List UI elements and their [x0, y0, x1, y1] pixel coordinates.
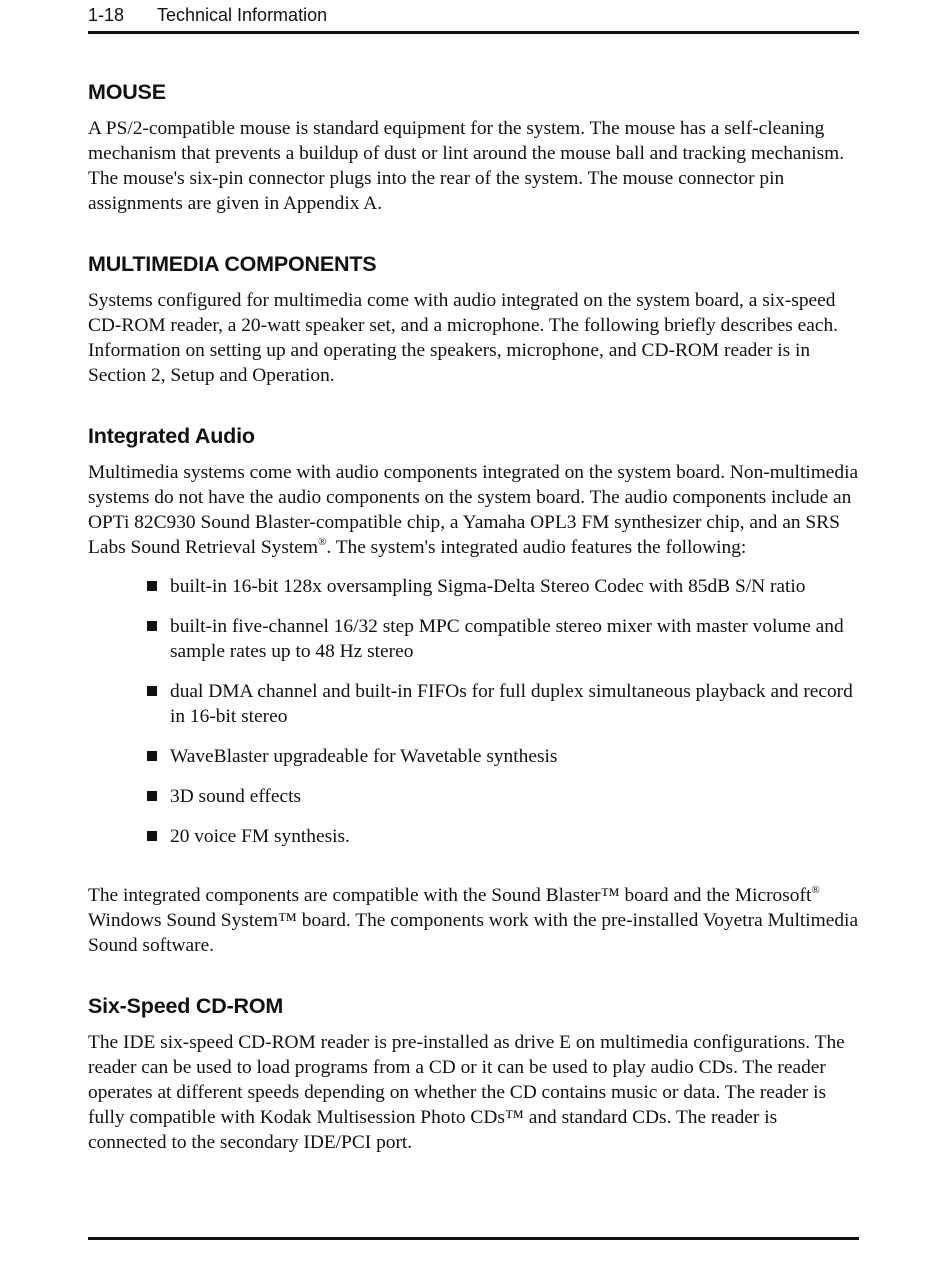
footer-rule — [88, 1237, 859, 1240]
registered-mark: ® — [811, 884, 820, 896]
cdrom-paragraph: The IDE six-speed CD-ROM reader is pre-installed as drive E on multimedia configurations. The reader can be used to load programs from a CD or it can be used to play audio CDs. The reader operates at different speeds depending on whether the CD contains music or data. The reader is fully compatible with Kodak Multisession Photo CDs™ and standard CDs. The reader is connected to the secondary IDE/PCI port. — [88, 1032, 845, 1153]
header-rule — [88, 31, 859, 34]
list-item — [88, 614, 859, 664]
list-item — [88, 784, 859, 809]
audio-feature-list — [88, 574, 859, 849]
header-title: Technical Information — [157, 5, 328, 25]
square-bullet-icon — [147, 831, 157, 841]
page-number: 1-18 — [88, 5, 125, 25]
running-header — [88, 4, 327, 26]
mouse-heading: MOUSE — [88, 80, 166, 104]
list-item — [88, 824, 859, 849]
list-item — [88, 744, 859, 769]
cdrom-heading: Six-Speed CD-ROM — [88, 994, 284, 1018]
list-item-text: dual DMA channel and built-in FIFOs for full duplex simultaneous playback and record in 16-bit stereo — [170, 681, 853, 727]
integrated-audio-paragraph — [88, 460, 859, 560]
compatibility-text-a: The integrated components are compatible with the Sound Blaster™ board and the Microsoft — [88, 885, 812, 906]
integrated-audio-text-a: Multimedia systems come with audio components integrated on the system board. Non-multimedia systems do not have the audio components on the system board. The audio components include an OPTi 82C930 Sound Blaster-compatible chip, a Yamaha OPL3 FM synthesizer chip, and an SRS Labs Sound Retrieval System — [88, 462, 859, 558]
square-bullet-icon — [147, 581, 157, 591]
integrated-audio-text-b: . The system's integrated audio features the following: — [326, 537, 747, 558]
square-bullet-icon — [147, 621, 157, 631]
list-item-text: built-in five-channel 16/32 step MPC compatible stereo mixer with master volume and sample rates up to 48 Hz stereo — [170, 616, 844, 662]
square-bullet-icon — [147, 791, 157, 801]
square-bullet-icon — [147, 686, 157, 696]
multimedia-paragraph: Systems configured for multimedia come with audio integrated on the system board, a six-speed CD-ROM reader, a 20-watt speaker set, and a microphone. The following briefly describes each. Information on setting up and operating the speakers, microphone, and CD-ROM reader is in Section 2, Setup and Operation. — [88, 290, 838, 386]
list-item — [88, 679, 859, 729]
list-item-text: WaveBlaster upgradeable for Wavetable synthesis — [170, 746, 558, 767]
multimedia-heading: MULTIMEDIA COMPONENTS — [88, 252, 377, 276]
list-item — [88, 574, 859, 599]
square-bullet-icon — [147, 751, 157, 761]
registered-mark: ® — [317, 536, 327, 548]
compatibility-text-b: Windows Sound System™ board. The components work with the pre-installed Voyetra Multimedia Sound software. — [88, 910, 859, 956]
list-item-text: built-in 16-bit 128x oversampling Sigma-Delta Stereo Codec with 85dB S/N ratio — [170, 576, 806, 597]
list-item-text: 20 voice FM synthesis. — [170, 826, 350, 847]
integrated-audio-heading: Integrated Audio — [88, 424, 255, 448]
mouse-paragraph: A PS/2-compatible mouse is standard equipment for the system. The mouse has a self-cleaning mechanism that prevents a buildup of dust or lint around the mouse ball and tracking mechanism. The mouse's six-pin connector plugs into the rear of the system. The mouse connector pin assignments are given in Appendix A. — [88, 118, 845, 214]
list-item-text: 3D sound effects — [170, 786, 302, 807]
page-content — [88, 79, 859, 1155]
compatibility-paragraph — [88, 883, 859, 958]
